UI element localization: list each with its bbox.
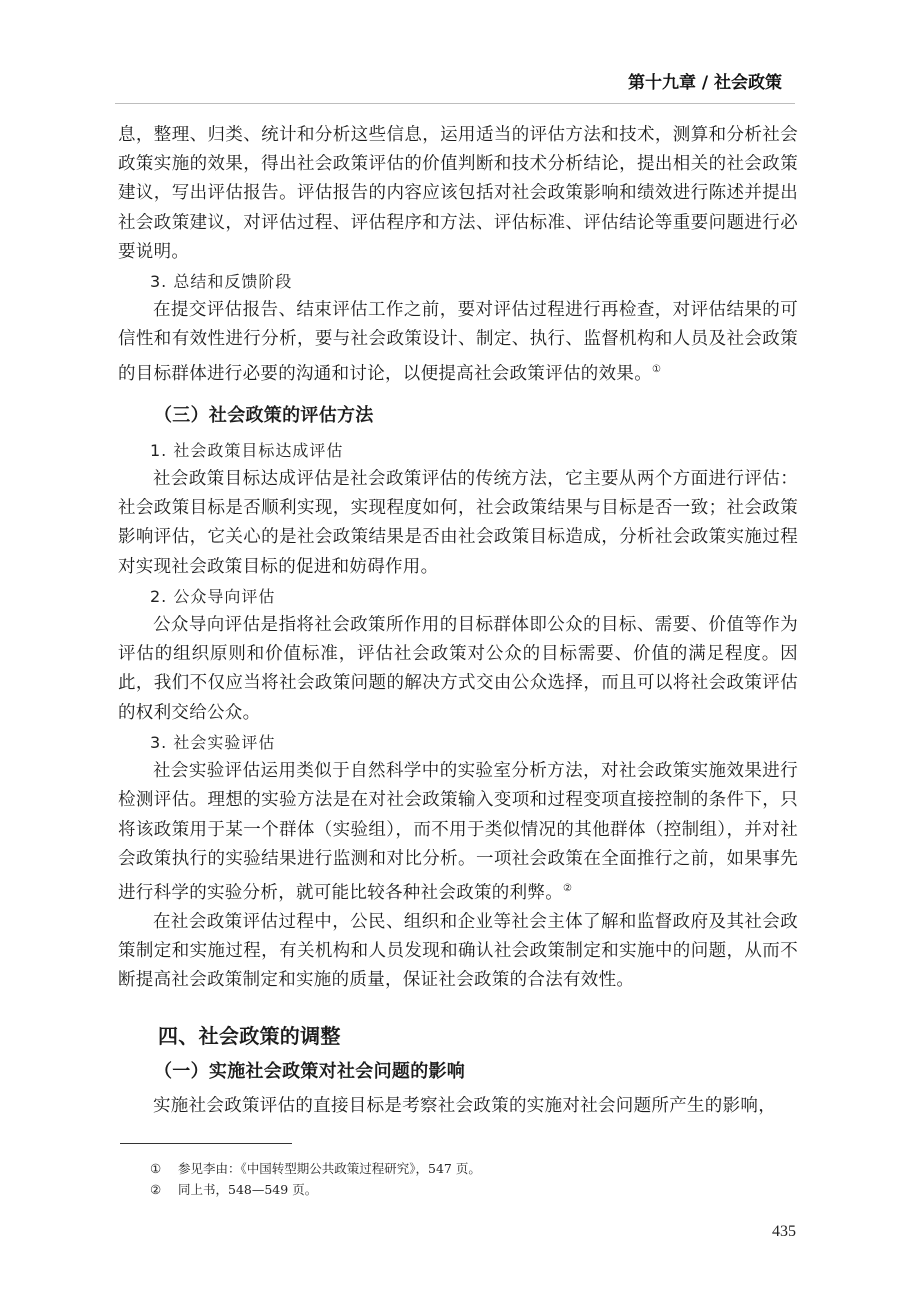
subsection-1-heading: （一）实施社会政策对社会问题的影响	[154, 1060, 466, 1082]
page-number: 435	[772, 1223, 796, 1240]
footnote-ref-2: ②	[563, 882, 573, 894]
footnote-1	[150, 1158, 481, 1179]
stage-3-heading: 3. 总结和反馈阶段	[150, 272, 293, 292]
main-text	[118, 121, 798, 1121]
footnote-divider	[120, 1143, 292, 1144]
footnotes	[150, 1158, 481, 1200]
paragraph-evaluation-process: 在社会政策评估过程中，公民、组织和企业等社会主体了解和监督政府及其社会政策制定和实施过程，有关机构和人员发现和确认社会政策制定和实施中的问题，从而不断提高社会政策制定和实施的质量，保证社会政策的合法有效性。	[118, 911, 798, 991]
paragraph-text: 在提交评估报告、结束评估工作之前，要对评估过程进行再检查，对评估结果的可信性和有效性进行分析，要与社会政策设计、制定、执行、监督机构和人员及社会政策的目标群体进行必要的沟通和讨论，以便提高社会政策评估的效果。	[118, 300, 798, 384]
method-2-heading: 2. 公众导向评估	[150, 586, 276, 606]
footnote-text: 参见李由：《中国转型期公共政策过程研究》，547 页。	[178, 1161, 481, 1176]
footnote-text: 同上书，548—549 页。	[178, 1182, 318, 1197]
paragraph-goal-attainment: 社会政策目标达成评估是社会政策评估的传统方法，它主要从两个方面进行评估：社会政策目标是否顺利实现，实现程度如何，社会政策结果与目标是否一致；社会政策影响评估，它关心的是社会政策结果是否由社会政策目标造成，分析社会政策实施过程对实现社会政策目标的促进和妨碍作用。	[118, 469, 798, 577]
paragraph-summary-feedback	[118, 296, 798, 388]
paragraph-adjustment-intro: 实施社会政策评估的直接目标是考察社会政策的实施对社会问题所产生的影响，	[153, 1095, 776, 1116]
section-3-heading: （三）社会政策的评估方法	[154, 404, 374, 426]
footnote-2	[150, 1179, 481, 1200]
paragraph-text: 社会实验评估运用类似于自然科学中的实验室分析方法，对社会政策实施效果进行检测评估。理想的实验方法是在对社会政策输入变项和过程变项直接控制的条件下，只将该政策用于某一个群体（实验组），而不用于类似情况的其他群体（控制组），并对社会政策执行的实验结果进行监测和对比分析。一项社会政策在全面推行之前，如果事先进行科学的实验分析，就可能比较各种社会政策的利弊。	[118, 761, 798, 903]
running-head: 第十九章 / 社会政策	[627, 73, 782, 93]
footnote-marker: ①	[150, 1161, 162, 1176]
paragraph-social-experiment	[118, 757, 798, 908]
section-4-heading: 四、社会政策的调整	[158, 1023, 341, 1048]
method-3-heading: 3. 社会实验评估	[150, 732, 276, 752]
footnote-ref-1: ①	[652, 363, 662, 375]
paragraph-continued: 息，整理、归类、统计和分析这些信息，运用适当的评估方法和技术，测算和分析社会政策实施的效果，得出社会政策评估的价值判断和技术分析结论，提出相关的社会政策建议，写出评估报告。评估报告的内容应该包括对社会政策影响和绩效进行陈述并提出社会政策建议，对评估过程、评估程序和方法、评估标准、评估结论等重要问题进行必要说明。	[118, 125, 798, 262]
paragraph-public-oriented: 公众导向评估是指将社会政策所作用的目标群体即公众的目标、需要、价值等作为评估的组织原则和价值标准，评估社会政策对公众的目标需要、价值的满足程度。因此，我们不仅应当将社会政策问题的解决方式交由公众选择，而且可以将社会政策评估的权利交给公众。	[118, 615, 798, 723]
header-divider	[115, 103, 795, 104]
method-1-heading: 1. 社会政策目标达成评估	[150, 440, 344, 460]
footnote-marker: ②	[150, 1182, 162, 1197]
